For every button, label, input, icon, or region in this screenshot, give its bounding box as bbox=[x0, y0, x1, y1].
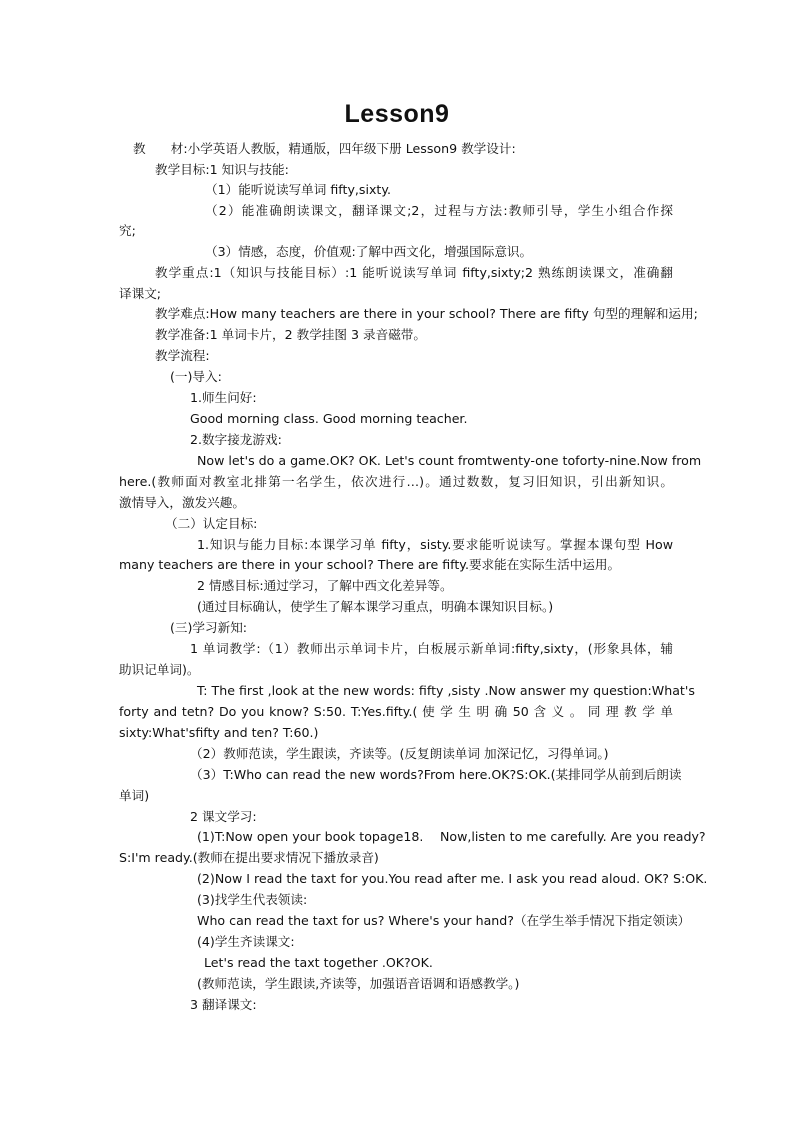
text-line: 译课文; bbox=[119, 286, 162, 301]
text-line: （2）能准确朗读课文，翻译课文;2，过程与方法:教师引导，学生小组合作探 bbox=[205, 203, 673, 218]
text-line: Who can read the taxt for us? Where's your hand?（在学生举手情况下指定领读） bbox=[197, 913, 691, 928]
text-line: (一)导入: bbox=[170, 369, 222, 384]
text-line: 3 翻译课文: bbox=[190, 997, 257, 1012]
text-line: （3）情感，态度，价值观:了解中西文化，增强国际意识。 bbox=[205, 244, 533, 259]
text-line: 教学准备:1 单词卡片，2 教学挂图 3 录音磁带。 bbox=[155, 327, 426, 342]
text-line: 究; bbox=[119, 223, 136, 238]
text-line: 助识记单词)。 bbox=[119, 662, 200, 677]
text-line: (3)找学生代表领读: bbox=[197, 892, 308, 907]
text-line: 2 情感目标:通过学习，了解中西文化差异等。 bbox=[197, 578, 453, 593]
text-line: 教学重点:1（知识与技能目标）:1 能听说读写单词 fifty,sixty;2 熟练朗读课文，准确翻 bbox=[155, 265, 673, 280]
text-line: （3）T:Who can read the new words?From here.OK?S:OK.(某排同学从前到后朗读 bbox=[190, 767, 682, 782]
text-line: （2）教师范读，学生跟读，齐读等。(反复朗读单词 加深记忆，习得单词。) bbox=[190, 746, 609, 761]
text-line: 教学目标:1 知识与技能: bbox=[155, 162, 289, 177]
text-line: (1)T:Now open your book topage18. Now,listen to me carefully. Are you ready? bbox=[197, 829, 706, 844]
text-line: forty and tetn? Do you know? S:50. T:Yes.fifty.( 使 学 生 明 确 50 含 义 。 同 理 教 学 单 bbox=[119, 704, 673, 719]
text-line: 教 材:小学英语人教版，精通版，四年级下册 Lesson9 教学设计: bbox=[133, 141, 516, 156]
text-line: (通过目标确认，使学生了解本课学习重点，明确本课知识目标。) bbox=[197, 599, 554, 614]
text-line: (三)学习新知: bbox=[170, 620, 248, 635]
text-line: 1 单词教学:（1）教师出示单词卡片，白板展示新单词:fifty,sixty，(形象具体，辅 bbox=[190, 641, 673, 656]
text-line: 教学难点:How many teachers are there in your school? There are fifty 句型的理解和运用; bbox=[155, 306, 698, 321]
text-line: 2.数字接龙游戏: bbox=[190, 432, 282, 447]
text-line: （1）能听说读写单词 fifty,sixty. bbox=[205, 182, 392, 197]
text-line: 1.知识与能力目标:本课学习单 fifty，sisty.要求能听说读写。掌握本课句型 How bbox=[197, 537, 673, 552]
text-line: T: The first ,look at the new words: fifty ,sisty .Now answer my question:What's bbox=[197, 683, 695, 698]
text-line: (2)Now I read the taxt for you.You read after me. I ask you read aloud. OK? S:OK. bbox=[197, 871, 708, 886]
text-line: （二）认定目标: bbox=[165, 516, 258, 531]
document-title: Lesson9 bbox=[344, 100, 450, 128]
text-line: (教师范读，学生跟读,齐读等，加强语音语调和语感教学。) bbox=[197, 976, 520, 991]
text-line: 激情导入，激发兴趣。 bbox=[119, 495, 245, 510]
text-line: Now let's do a game.OK? OK. Let's count fromtwenty-one toforty-nine.Now from bbox=[197, 453, 702, 468]
text-line: 教学流程: bbox=[155, 348, 210, 363]
text-line: Good morning class. Good morning teacher. bbox=[190, 411, 468, 426]
text-line: sixty:What'sfifty and ten? T:60.) bbox=[119, 725, 319, 740]
text-line: 1.师生问好: bbox=[190, 390, 257, 405]
text-line: 2 课文学习: bbox=[190, 809, 257, 824]
text-line: here.(教师面对教室北排第一名学生，依次进行…)。通过数数，复习旧知识，引出新知识。 bbox=[119, 474, 673, 489]
text-line: many teachers are there in your school? There are fifty.要求能在实际生活中运用。 bbox=[119, 557, 621, 572]
text-line: S:I'm ready.(教师在提出要求情况下播放录音) bbox=[119, 850, 379, 865]
text-line: Let's read the taxt together .OK?OK. bbox=[204, 955, 433, 970]
text-line: 单词) bbox=[119, 788, 150, 803]
text-line: (4)学生齐读课文: bbox=[197, 934, 295, 949]
